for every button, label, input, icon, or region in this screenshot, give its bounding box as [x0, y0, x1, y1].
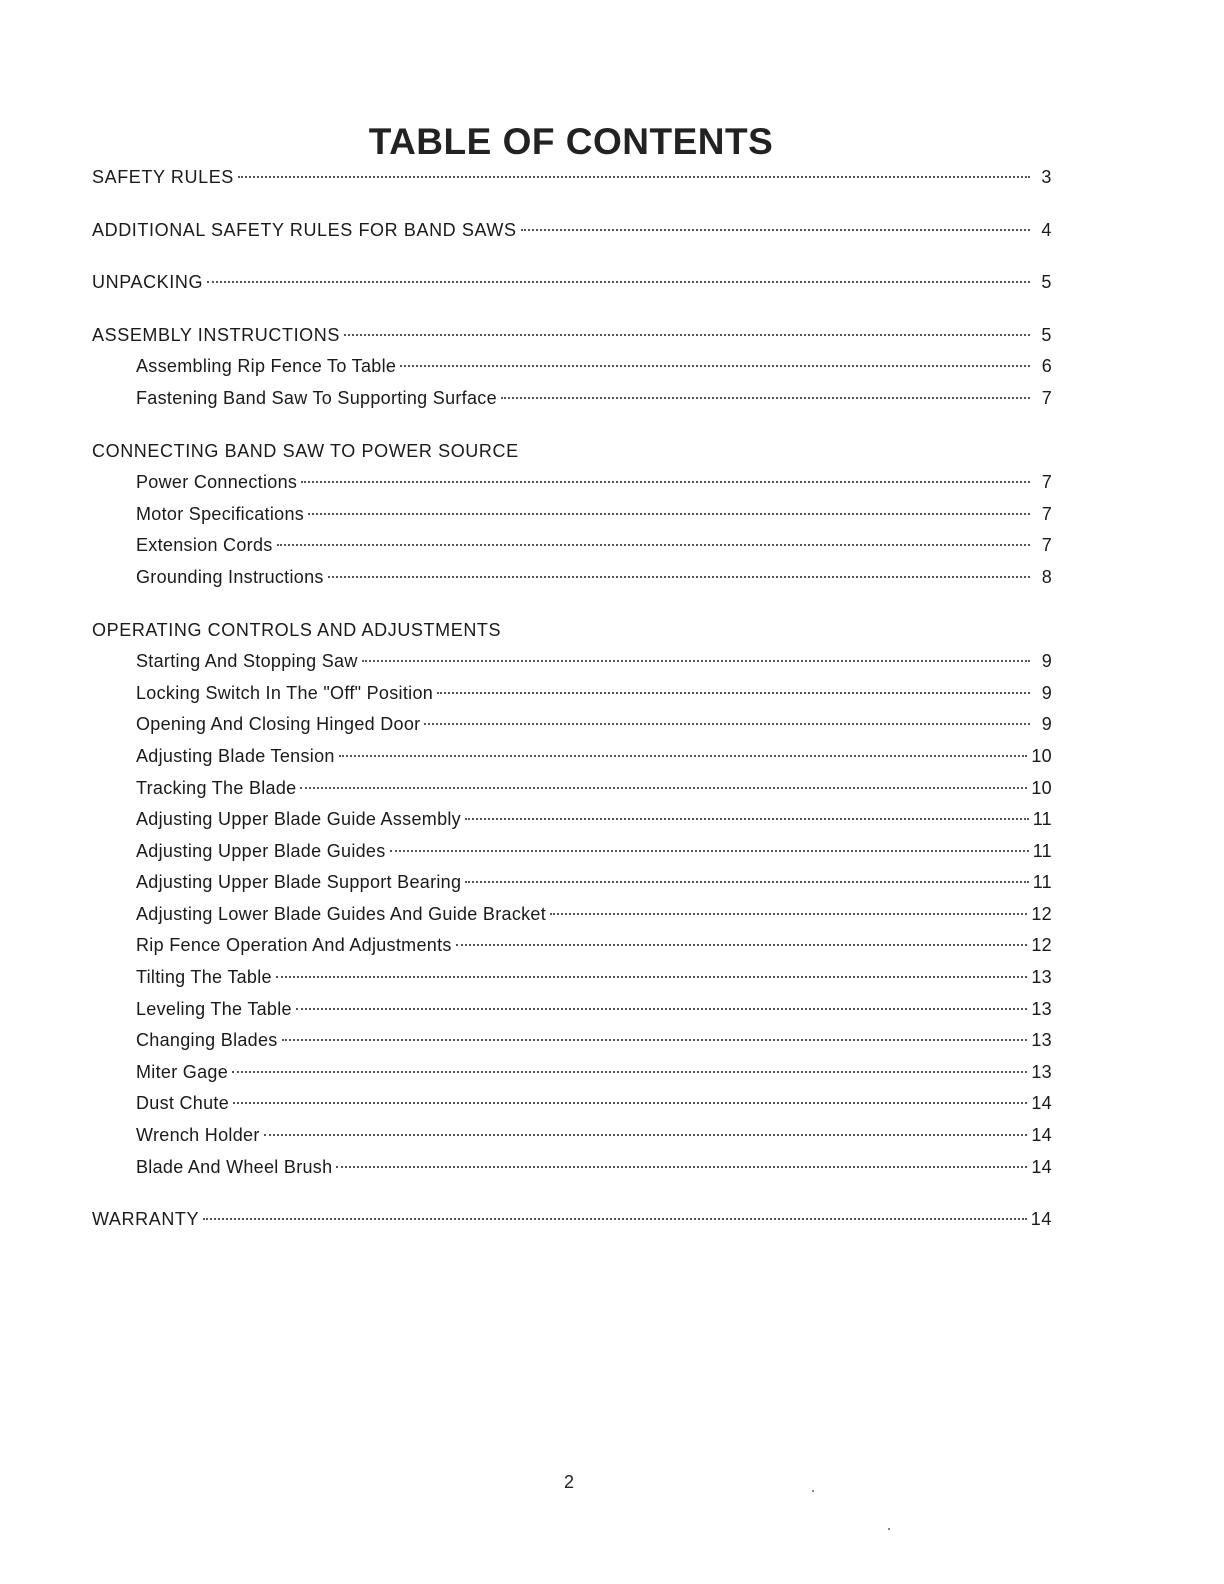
- dot-leader: [301, 481, 1030, 483]
- toc-entry-label: Tilting The Table: [136, 967, 272, 988]
- toc-entry-page: 4: [1041, 219, 1052, 240]
- toc-entry-lower-guides[interactable]: [92, 899, 1052, 931]
- dot-leader: [336, 1166, 1027, 1168]
- toc-section-operating-controls[interactable]: [92, 615, 1052, 647]
- toc-entry-page: 8: [1041, 566, 1052, 587]
- toc-entry-page: 7: [1041, 472, 1052, 493]
- toc-entry-label: Blade And Wheel Brush: [136, 1156, 333, 1177]
- toc-entry-label: Adjusting Lower Blade Guides And Guide Bracket: [136, 903, 547, 924]
- toc-entry-page: 13: [1031, 1061, 1052, 1082]
- dot-leader: [203, 1218, 1027, 1220]
- dot-leader: [282, 1039, 1028, 1041]
- toc-entry-page: 6: [1041, 356, 1052, 377]
- dot-leader: [233, 1102, 1027, 1104]
- toc-entry-page: 5: [1041, 324, 1052, 345]
- toc-entry-label: Adjusting Upper Blade Guide Assembly: [136, 809, 461, 830]
- toc-entry-changing-blades[interactable]: [92, 1025, 1052, 1057]
- page-number: 2: [564, 1472, 575, 1492]
- dot-leader: [501, 397, 1030, 399]
- toc-entry-label: Power Connections: [136, 472, 298, 493]
- toc-entry-label: Adjusting Upper Blade Guides: [136, 840, 386, 861]
- toc-entry-page: 13: [1031, 967, 1052, 988]
- dot-leader: [207, 281, 1030, 283]
- toc-entry-page: 14: [1031, 1125, 1052, 1146]
- dot-leader: [276, 976, 1028, 978]
- toc-entry-page: 12: [1031, 935, 1052, 956]
- toc-entry-miter-gage[interactable]: [92, 1057, 1052, 1089]
- toc-entry-rip-fence-operation[interactable]: [92, 930, 1052, 962]
- toc-entry-label: Dust Chute: [136, 1093, 230, 1114]
- dot-leader: [296, 1008, 1028, 1010]
- dot-leader: [264, 1134, 1028, 1136]
- toc-entry-page: 5: [1041, 272, 1052, 293]
- scan-speck: [888, 1528, 890, 1530]
- toc-entry-unpacking[interactable]: [92, 267, 1052, 299]
- toc-entry-tilting-table[interactable]: [92, 962, 1052, 994]
- toc-entry-page: 9: [1041, 651, 1052, 672]
- toc-entry-page: 10: [1031, 745, 1052, 766]
- toc-entry-additional-safety-rules[interactable]: [92, 215, 1052, 247]
- toc-entry-fastening-band-saw[interactable]: [92, 383, 1052, 415]
- dot-leader: [308, 513, 1030, 515]
- toc-entry-page: 3: [1041, 167, 1052, 187]
- toc-entry-safety-rules[interactable]: [92, 162, 1052, 194]
- dot-leader: [424, 723, 1030, 725]
- dot-leader: [400, 365, 1030, 367]
- toc-entry-starting-stopping[interactable]: [92, 646, 1052, 678]
- toc-entry-tracking-blade[interactable]: [92, 773, 1052, 805]
- toc-entry-label: SAFETY RULES: [92, 167, 234, 187]
- dot-leader: [339, 755, 1028, 757]
- toc-entry-warranty[interactable]: [92, 1204, 1052, 1236]
- toc-entry-label: Wrench Holder: [136, 1125, 260, 1146]
- dot-leader: [362, 660, 1030, 662]
- toc-entry-label: Opening And Closing Hinged Door: [136, 714, 421, 735]
- toc-entry-blade-tension[interactable]: [92, 741, 1052, 773]
- toc-entry-page: 13: [1031, 1030, 1052, 1051]
- toc-entry-dust-chute[interactable]: [92, 1088, 1052, 1120]
- toc-entry-page: 14: [1031, 1156, 1052, 1177]
- toc-entry-label: Fastening Band Saw To Supporting Surface: [136, 387, 497, 408]
- toc-entry-label: Tracking The Blade: [136, 777, 297, 798]
- dot-leader: [238, 176, 1030, 178]
- toc-entry-page: 9: [1041, 682, 1052, 703]
- toc-entry-page: 12: [1031, 903, 1052, 924]
- toc-entry-label: Miter Gage: [136, 1061, 229, 1082]
- toc-entry-label: Changing Blades: [136, 1030, 278, 1051]
- toc-entry-label: Adjusting Upper Blade Support Bearing: [136, 872, 462, 893]
- toc-entry-page: 11: [1032, 809, 1052, 830]
- dot-leader: [465, 881, 1028, 883]
- toc-entry-page: 7: [1041, 387, 1052, 408]
- toc-entry-page: 14: [1031, 1093, 1052, 1114]
- toc-entry-locking-switch[interactable]: [92, 678, 1052, 710]
- toc-entry-upper-support-bearing[interactable]: [92, 867, 1052, 899]
- toc-entry-label: Starting And Stopping Saw: [136, 651, 358, 672]
- toc-entry-page: 11: [1032, 872, 1052, 893]
- toc-entry-upper-guides[interactable]: [92, 836, 1052, 868]
- scan-speck: [812, 1490, 814, 1492]
- toc-entry-upper-guide-assembly[interactable]: [92, 804, 1052, 836]
- toc-entry-label: Locking Switch In The "Off" Position: [136, 682, 434, 703]
- dot-leader: [300, 787, 1027, 789]
- toc-section-heading: CONNECTING BAND SAW TO POWER SOURCE: [92, 440, 519, 461]
- toc-entry-grounding-instructions[interactable]: [92, 562, 1052, 594]
- dot-leader: [232, 1071, 1027, 1073]
- dot-leader: [344, 334, 1030, 336]
- toc-entry-label: Extension Cords: [136, 535, 273, 556]
- toc-entry-label: Grounding Instructions: [136, 566, 324, 587]
- table-of-contents: [92, 162, 1052, 1236]
- dot-leader: [456, 944, 1028, 946]
- toc-entry-page: 7: [1041, 535, 1052, 556]
- toc-entry-page: 11: [1032, 840, 1052, 861]
- toc-entry-label: Assembling Rip Fence To Table: [136, 356, 397, 377]
- toc-entry-label: Adjusting Blade Tension: [136, 745, 335, 766]
- toc-entry-blade-wheel-brush[interactable]: [92, 1152, 1052, 1184]
- toc-entry-power-connections[interactable]: [92, 467, 1052, 499]
- dot-leader: [465, 818, 1029, 820]
- toc-entry-wrench-holder[interactable]: [92, 1120, 1052, 1152]
- toc-entry-extension-cords[interactable]: [92, 530, 1052, 562]
- toc-section-connecting-power[interactable]: [92, 436, 1052, 468]
- toc-entry-label: Motor Specifications: [136, 503, 305, 524]
- toc-entry-label: Rip Fence Operation And Adjustments: [136, 935, 452, 956]
- toc-entry-leveling-table[interactable]: [92, 994, 1052, 1026]
- dot-leader: [328, 576, 1030, 578]
- toc-entry-hinged-door[interactable]: [92, 709, 1052, 741]
- toc-entry-page: 10: [1031, 777, 1052, 798]
- toc-entry-motor-specifications[interactable]: [92, 499, 1052, 531]
- page-title: TABLE OF CONTENTS: [368, 120, 774, 162]
- dot-leader: [550, 913, 1027, 915]
- toc-entry-label: UNPACKING: [92, 272, 204, 293]
- dot-leader: [437, 692, 1030, 694]
- toc-entry-page: 7: [1041, 503, 1052, 524]
- toc-entry-assembly-instructions[interactable]: [92, 320, 1052, 352]
- toc-entry-label: ADDITIONAL SAFETY RULES FOR BAND SAWS: [92, 219, 517, 240]
- toc-entry-label: Leveling The Table: [136, 998, 292, 1019]
- toc-entry-label: WARRANTY: [92, 1209, 200, 1230]
- toc-entry-page: 14: [1030, 1209, 1052, 1230]
- dot-leader: [390, 850, 1029, 852]
- toc-entry-page: 13: [1031, 998, 1052, 1019]
- dot-leader: [521, 229, 1030, 231]
- toc-entry-label: ASSEMBLY INSTRUCTIONS: [92, 324, 340, 345]
- toc-entry-page: 9: [1041, 714, 1052, 735]
- toc-section-heading: OPERATING CONTROLS AND ADJUSTMENTS: [92, 619, 502, 640]
- toc-entry-assembling-rip-fence[interactable]: [92, 351, 1052, 383]
- dot-leader: [277, 544, 1030, 546]
